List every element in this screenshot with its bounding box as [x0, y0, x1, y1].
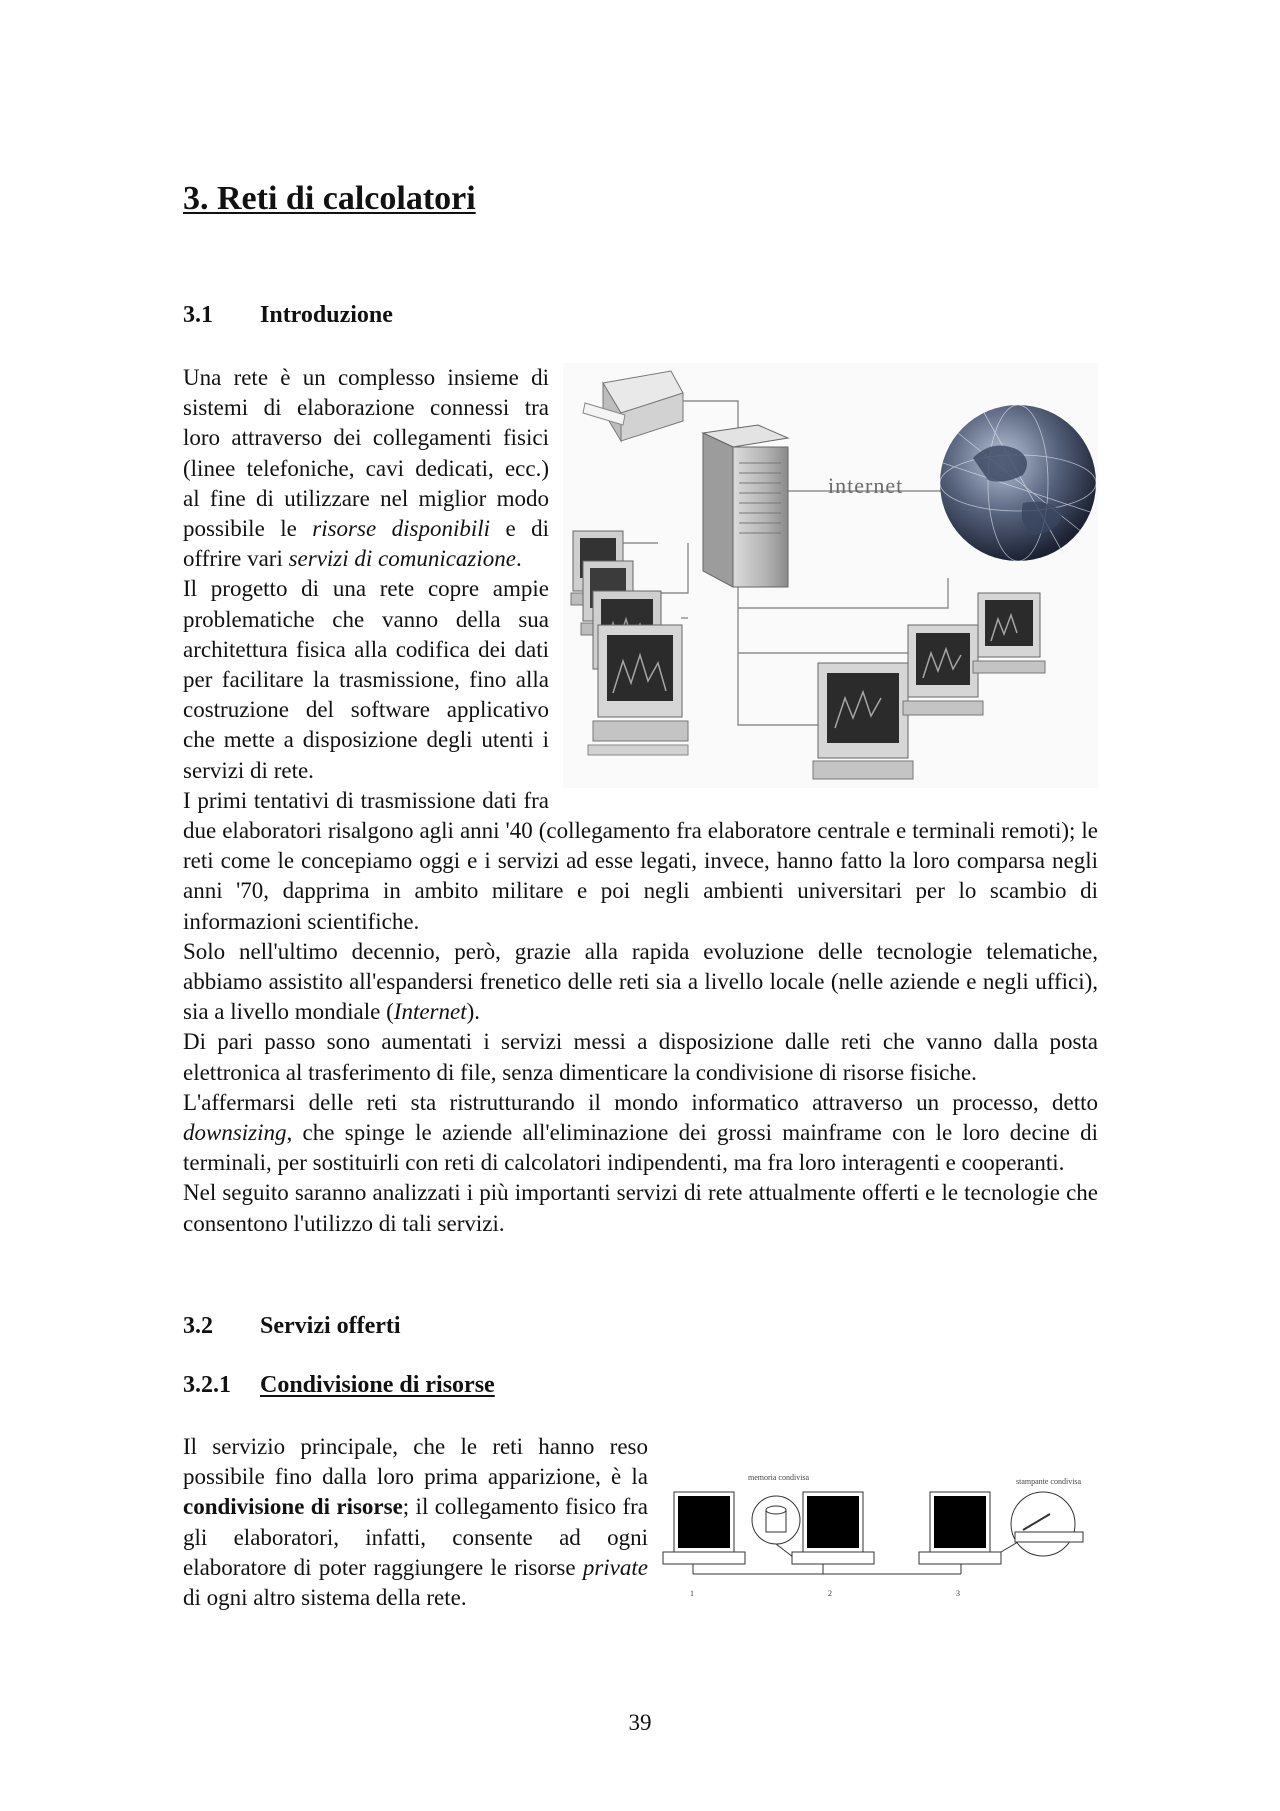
subsection-number: 3.2.1 [183, 1372, 231, 1398]
section-heading-introduzione [183, 302, 393, 329]
workstation-4 [588, 625, 688, 755]
internet-label: internet [828, 473, 904, 498]
intro-paragraph-5: Di pari passo sono aumentati i servizi messi a disposizione dalle reti che vanno dalla posta elettronica al trasferimento di file, senza dimenticare la condivisione di risorse fisiche. [183, 1029, 1098, 1085]
intro-paragraph-1: Una rete è un complesso insieme di sistemi di elaborazione connessi tra loro attraverso dei collegamenti fisici (linee telefoniche, cavi dedicati, ecc.) al fine di utilizzare nel miglior modo possibile le risorse disponibili e di offrire vari servizi di comunicazione. [183, 365, 549, 572]
introduzione-body [183, 363, 1098, 1239]
node-label-1: 1 [690, 1589, 694, 1598]
intro-paragraph-3: I primi tentativi di trasmissione dati fra due elaboratori risalgono agli anni '40 (collegamento fra elaboratore centrale e terminali remoti); le reti come le concepiamo oggi e i servizi ad esse legati, invece, hanno fatto la loro comparsa negli anni '70, dapprima in ambito militare e poi negli ambienti universitari per lo scambio di informazioni scientifiche. [183, 787, 1098, 934]
workstation-6 [903, 625, 983, 715]
network-bus [693, 1564, 961, 1574]
shared-memory-label: memoria condivisa [748, 1473, 810, 1482]
node-label-2: 2 [828, 1589, 832, 1598]
intro-paragraph-6: L'affermarsi delle reti sta ristrutturando il mondo informatico attraverso un processo, detto downsizing, che spinge le aziende all'eliminazione dei grossi mainframe con le loro decine di terminali, per sostituirli con reti di calcolatori indipendenti, ma fra loro interagenti e cooperanti. [183, 1089, 1098, 1176]
computer-node-2 [792, 1492, 874, 1564]
section-number: 3.1 [183, 302, 213, 328]
intro-paragraph-2: Il progetto di una rete copre ampie problematiche che vanno della sua architettura fisica alla codifica dei dati per facilitare la trasmissione, fino alla costruzione del software applicativo che mette a disposizione degli utenti i servizi di rete. [183, 576, 549, 783]
section-number: 3.2 [183, 1313, 213, 1339]
network-illustration-svg [563, 363, 1098, 788]
server-tower-icon [703, 425, 788, 587]
shared-printer-label: stampante condivisa [1016, 1477, 1082, 1486]
page-number: 39 [628, 1710, 652, 1735]
globe-icon [940, 405, 1096, 561]
section-title: Introduzione [260, 302, 393, 328]
chapter-title: 3. Reti di calcolatori [183, 180, 476, 217]
node-label-3: 3 [956, 1589, 960, 1598]
shared-printer-icon [1001, 1492, 1083, 1556]
condivisione-body [183, 1432, 1098, 1613]
shared-resources-svg [658, 1432, 1098, 1612]
subsection-title: Condivisione di risorse [260, 1372, 495, 1398]
section-heading-servizi-offerti [183, 1313, 401, 1340]
computer-node-1 [663, 1492, 745, 1564]
intro-paragraph-4: Solo nell'ultimo decennio, però, grazie alla rapida evoluzione delle tecnologie telematiche, abbiamo assistito all'espandersi frenetico delle reti sia a livello locale (nelle aziende e negli uffici), sia a livello mondiale (Internet). [183, 938, 1098, 1025]
subsection-heading-condivisione [183, 1372, 495, 1399]
network-illustration [563, 363, 1098, 788]
condivisione-paragraph: Il servizio principale, che le reti hanno reso possibile fino dalla loro prima apparizione, è la condivisione di risorse; il collegamento fisico fra gli elaboratori, infatti, consente ad ogni elaboratore di poter raggiungere le risorse private di ogni altro sistema della rete. [183, 1434, 648, 1611]
workstation-7 [973, 593, 1045, 673]
shared-memory-icon [752, 1496, 800, 1557]
shared-resources-diagram [658, 1432, 1098, 1612]
workstation-5 [813, 663, 913, 779]
intro-paragraph-7: Nel seguito saranno analizzati i più importanti servizi di rete attualmente offerti e le tecnologie che consentono l'utilizzo di tali servizi. [183, 1180, 1098, 1236]
section-title: Servizi offerti [260, 1313, 401, 1339]
computer-node-3 [919, 1492, 1001, 1564]
